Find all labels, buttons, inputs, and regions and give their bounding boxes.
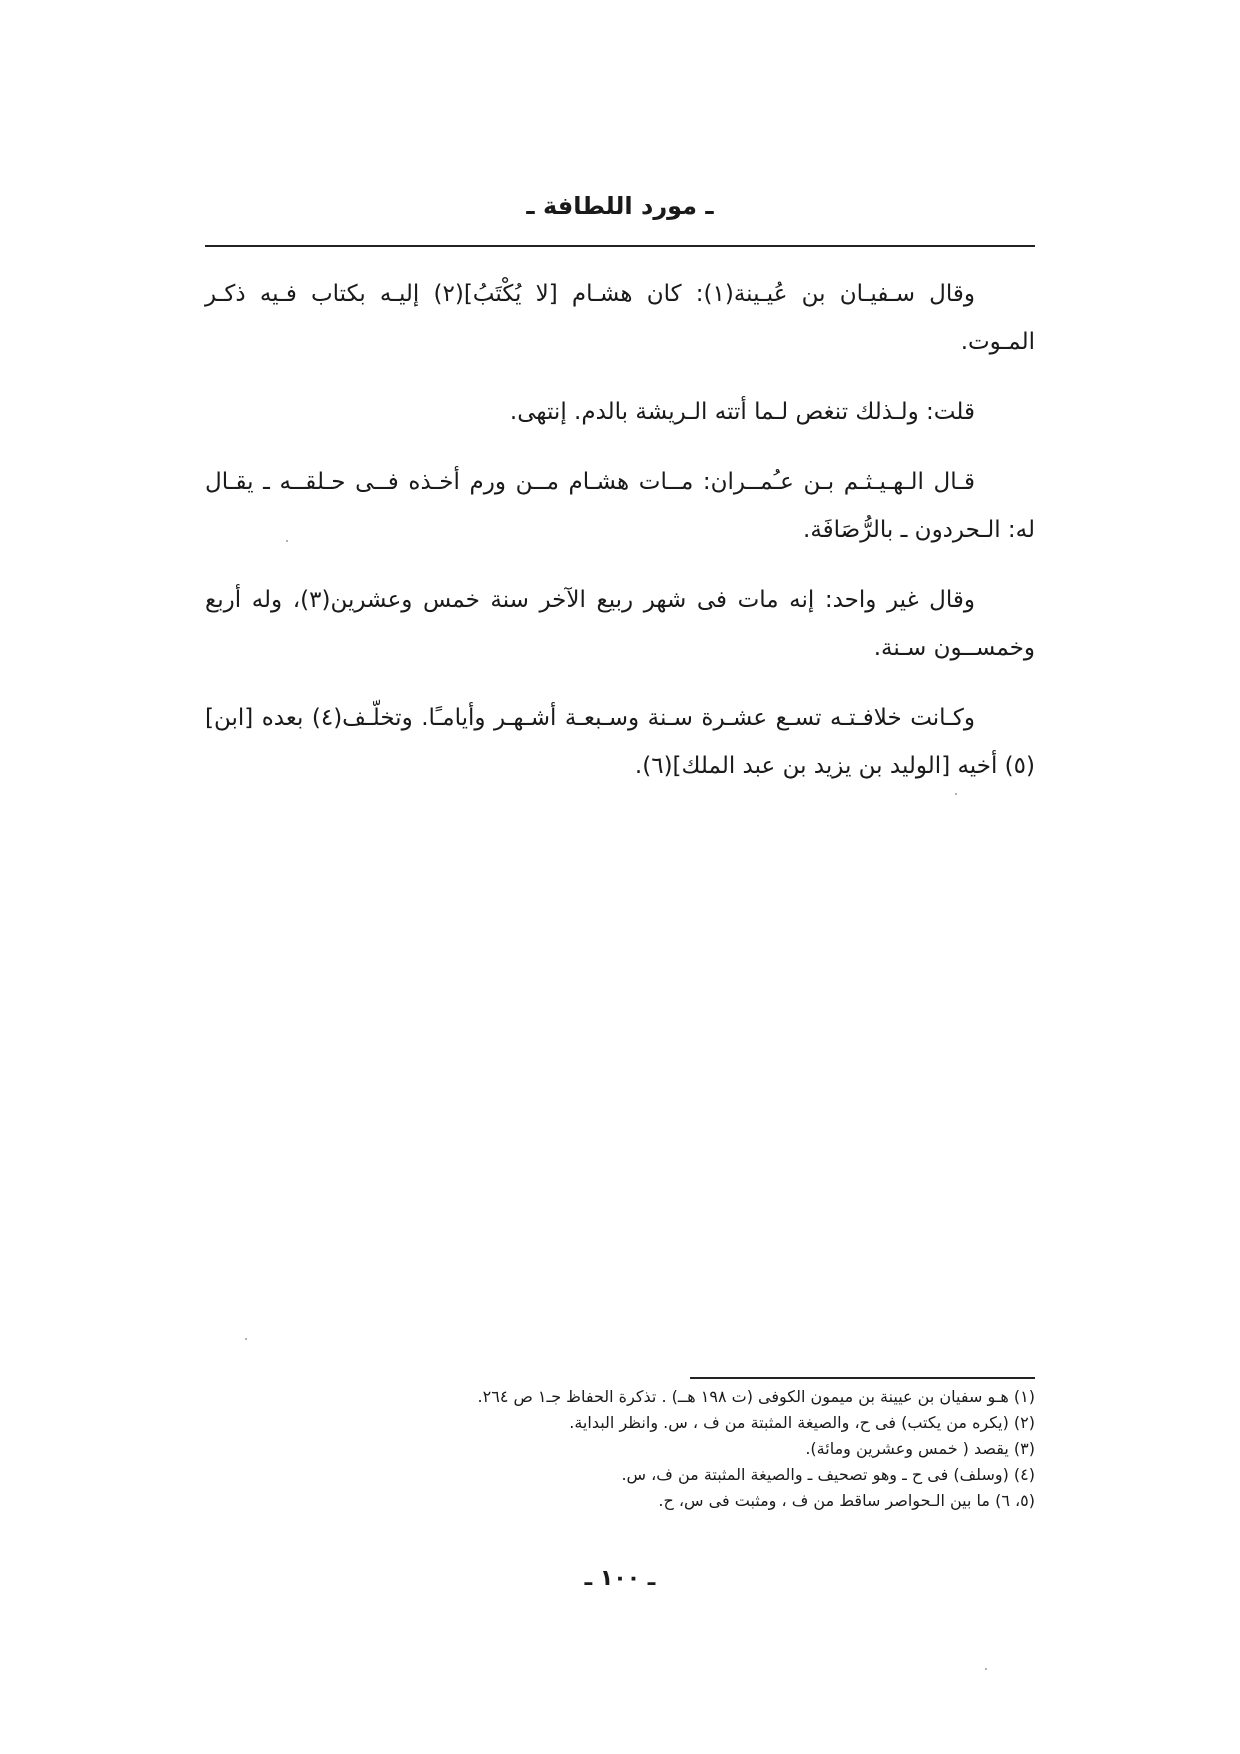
footnotes xyxy=(205,1384,1035,1514)
paragraph: قلت: ولـذلك تنغص لـما أتته الـريشة بالدم. إنتهى. xyxy=(509,399,975,425)
paragraph: قـال الـهـيـثـم بـن عـُمــران: مــات هشـام مــن ورم أخـذه فــى حـلقــه ـ يقـال له: الـحردون ـ بالرُّصَافَة. xyxy=(205,469,1035,543)
footnote: (٢) (يكره من يكتب) فى ح، والصيغة المثبتة من ف ، س. وانظر البداية. xyxy=(569,1413,1035,1432)
scan-speck xyxy=(245,1338,247,1340)
paragraph: وقال غير واحد: إنه مات فى شهر ربيع الآخر سنة خمس وعشرين(٣)، وله أربع وخمســون سـنة. xyxy=(205,587,1035,661)
scan-speck xyxy=(985,1668,987,1670)
footnote: (٥، ٦) ما بين الـحواصر ساقط من ف ، ومثبت فى س، ح. xyxy=(658,1491,1035,1510)
footnote: (٣) يقصد ( خمس وعشرين ومائة). xyxy=(805,1439,1035,1458)
header-divider xyxy=(205,245,1035,247)
scan-speck xyxy=(955,793,957,795)
page-number: ـ ١٠٠ ـ xyxy=(584,1566,656,1591)
footnote: (٤) (وسلف) فى ح ـ وهو تصحيف ـ والصيغة المثبتة من ف، س. xyxy=(621,1465,1035,1484)
running-header: ـ مورد اللطافة ـ xyxy=(526,192,714,220)
footnote-divider xyxy=(690,1377,1035,1379)
paragraph: وكـانت خلافـتـه تسـع عشـرة سـنة وسـبعـة أشـهـر وأيامـًا. وتخلّـف(٤) بعده [ابن](٥) أخيه [الوليد بن يزيد بن عبد الملك](٦). xyxy=(205,705,1035,779)
scan-speck xyxy=(286,540,288,542)
main-text xyxy=(205,270,1035,812)
paragraph: وقال سـفيـان بن عُيـينة(١): كان هشـام [لا يُكْتَبُ](٢) إليـه بكتاب فـيه ذكـر المـوت. xyxy=(205,281,1035,355)
footnote: (١) هـو سفيان بن عيينة بن ميمون الكوفى (ت ١٩٨ هــ) . تذكرة الحفاظ جـ١ ص ٢٦٤. xyxy=(477,1387,1035,1406)
